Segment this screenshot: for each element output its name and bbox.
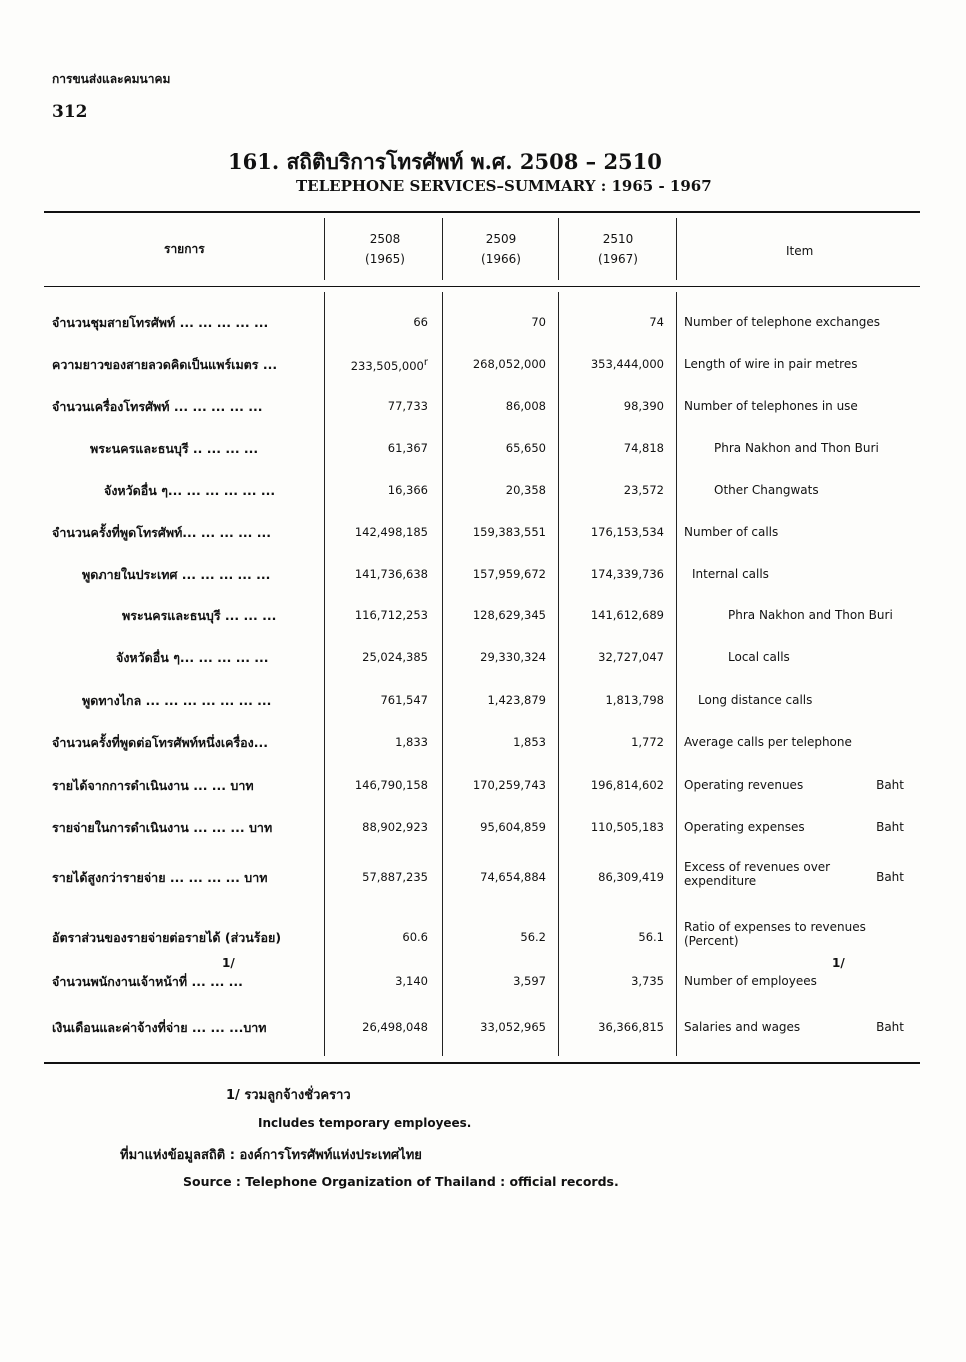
value-cell bbox=[442, 693, 546, 707]
footnote-marker: 1/ bbox=[832, 956, 845, 970]
row-label-english-text: Local calls bbox=[728, 650, 790, 664]
row-label-thai-text: รายจ่ายในการดำเนินงาน ... ... ... บาท bbox=[52, 820, 273, 835]
value-cell bbox=[558, 567, 664, 581]
value-cell bbox=[324, 483, 428, 497]
unit-label: Baht bbox=[876, 870, 904, 884]
value-text: 56.2 bbox=[520, 930, 546, 944]
value-cell bbox=[324, 315, 428, 329]
row-label-thai bbox=[52, 733, 318, 753]
value-text: 74 bbox=[649, 315, 664, 329]
value-text: 29,330,324 bbox=[480, 650, 546, 664]
row-label-english-text: Operating expenses bbox=[684, 820, 805, 834]
value-text: 77,733 bbox=[387, 399, 428, 413]
row-label-thai-text: พระนครและธนบุรี .. ... ... ... bbox=[90, 441, 259, 456]
row-label-english bbox=[684, 608, 960, 622]
value-cell bbox=[442, 870, 546, 884]
row-label-english bbox=[684, 525, 916, 539]
value-text: 141,736,638 bbox=[354, 567, 428, 581]
column-header-item-thai: รายการ bbox=[164, 242, 205, 256]
row-label-thai bbox=[52, 972, 318, 992]
value-text: 110,505,183 bbox=[590, 820, 664, 834]
row-label-thai-text: เงินเดือนและค่าจ้างที่จ่าย ... ... ...บาท bbox=[52, 1020, 267, 1035]
column-header-year bbox=[446, 229, 556, 269]
value-text: 196,814,602 bbox=[590, 778, 664, 792]
value-text: 1,813,798 bbox=[605, 693, 664, 707]
row-label-thai bbox=[52, 313, 318, 333]
row-label-english bbox=[684, 315, 916, 329]
row-label-english bbox=[684, 974, 916, 988]
row-label-english-text: Number of telephone exchanges bbox=[684, 315, 881, 329]
row-label-thai bbox=[52, 776, 318, 796]
value-cell bbox=[558, 820, 664, 834]
value-text: 88,902,923 bbox=[362, 820, 428, 834]
value-cell bbox=[558, 608, 664, 622]
value-text: 3,140 bbox=[395, 974, 428, 988]
row-label-thai-text: ความยาวของสายลวดคิดเป็นแพร์เมตร ... bbox=[52, 357, 278, 372]
column-divider bbox=[442, 218, 443, 280]
year-thai: 2509 bbox=[485, 232, 517, 246]
value-cell bbox=[324, 693, 428, 707]
value-text: 170,259,743 bbox=[472, 778, 546, 792]
value-cell bbox=[442, 608, 546, 622]
row-label-english bbox=[684, 735, 916, 749]
row-label-thai-text: พระนครและธนบุรี ... ... ... bbox=[122, 608, 277, 623]
row-label-thai bbox=[52, 818, 318, 838]
value-cell bbox=[558, 735, 664, 749]
value-text: 74,654,884 bbox=[480, 870, 546, 884]
row-label-english bbox=[684, 920, 912, 948]
value-cell bbox=[442, 399, 546, 413]
value-cell bbox=[442, 974, 546, 988]
unit-label: Baht bbox=[876, 1020, 904, 1034]
year-thai: 2510 bbox=[602, 232, 634, 246]
value-text: 174,339,736 bbox=[590, 567, 664, 581]
column-header-item-english: Item bbox=[786, 244, 814, 258]
table-title-thai-text: สถิติบริการโทรศัพท์ พ.ศ. 2508 – 2510 bbox=[286, 149, 662, 174]
value-text: 98,390 bbox=[623, 399, 664, 413]
value-cell bbox=[324, 357, 428, 373]
value-text: 157,959,672 bbox=[472, 567, 546, 581]
value-cell bbox=[324, 567, 428, 581]
value-cell bbox=[558, 357, 664, 371]
footnote-thai: 1/ รวมลูกจ้างชั่วคราว bbox=[226, 1088, 351, 1103]
value-text: 761,547 bbox=[380, 693, 428, 707]
row-label-english-text: Other Changwats bbox=[714, 483, 819, 497]
value-cell bbox=[558, 483, 664, 497]
value-text: 60.6 bbox=[402, 930, 428, 944]
row-label-thai-text: จำนวนครั้งที่พูดต่อโทรศัพท์หนึ่งเครื่อง... bbox=[52, 735, 269, 750]
row-label-thai bbox=[52, 481, 370, 501]
row-label-thai bbox=[52, 565, 348, 585]
row-label-thai-text: จำนวนชุมสายโทรศัพท์ ... ... ... ... ... bbox=[52, 315, 269, 330]
row-label-thai-text: รายได้จากการดำเนินงาน ... ... บาท bbox=[52, 778, 254, 793]
running-header: การขนส่งและคมนาคม bbox=[52, 72, 171, 86]
value-cell bbox=[558, 525, 664, 539]
value-text: 1,772 bbox=[631, 735, 664, 749]
value-text: 33,052,965 bbox=[480, 1020, 546, 1034]
row-label-english bbox=[684, 399, 916, 413]
row-label-english-text: Length of wire in pair metres bbox=[684, 357, 858, 371]
column-header-year bbox=[330, 229, 440, 269]
value-text: 56.1 bbox=[638, 930, 664, 944]
value-text: 61,367 bbox=[387, 441, 428, 455]
year-ad: (1967) bbox=[598, 252, 638, 266]
value-text: 23,572 bbox=[623, 483, 664, 497]
value-text: 1,423,879 bbox=[487, 693, 546, 707]
year-ad: (1965) bbox=[365, 252, 405, 266]
row-label-english-text: Phra Nakhon and Thon Buri bbox=[714, 441, 879, 455]
row-label-english-text: Excess of revenues over expenditure bbox=[684, 860, 831, 888]
row-label-thai-text: จำนวนครั้งที่พูดโทรศัพท์... ... ... ... ... bbox=[52, 525, 271, 540]
row-label-thai bbox=[52, 523, 318, 543]
footnote-marker: 1/ bbox=[222, 956, 235, 970]
row-label-thai bbox=[52, 439, 356, 459]
value-text: 146,790,158 bbox=[354, 778, 428, 792]
value-text: 142,498,185 bbox=[354, 525, 428, 539]
value-text: 1,833 bbox=[395, 735, 428, 749]
value-cell bbox=[558, 693, 664, 707]
row-label-thai-text: พูดภายในประเทศ ... ... ... ... ... bbox=[82, 567, 271, 582]
page-number: 312 bbox=[52, 102, 88, 122]
row-label-english-text: Number of employees bbox=[684, 974, 817, 988]
value-text: 32,727,047 bbox=[598, 650, 664, 664]
value-cell bbox=[558, 315, 664, 329]
row-label-thai-text: จำนวนพนักงานเจ้าหน้าที่ ... ... ... bbox=[52, 974, 243, 989]
value-cell bbox=[324, 820, 428, 834]
footnote-english: Includes temporary employees. bbox=[258, 1116, 472, 1130]
table-bottom-rule bbox=[44, 1062, 920, 1064]
value-cell bbox=[442, 441, 546, 455]
value-cell bbox=[558, 399, 664, 413]
unit-label: Baht bbox=[876, 820, 904, 834]
value-text: 3,597 bbox=[513, 974, 546, 988]
row-label-thai bbox=[52, 868, 318, 888]
value-cell bbox=[324, 399, 428, 413]
column-divider bbox=[676, 292, 677, 1056]
source-thai: ที่มาแห่งข้อมูลสถิติ : องค์การโทรศัพท์แห่งประเทศไทย bbox=[120, 1148, 422, 1163]
value-cell bbox=[558, 650, 664, 664]
value-text: 26,498,048 bbox=[362, 1020, 428, 1034]
column-divider bbox=[558, 218, 559, 280]
value-text: 159,383,551 bbox=[472, 525, 546, 539]
value-cell bbox=[558, 778, 664, 792]
value-cell bbox=[442, 315, 546, 329]
row-label-thai bbox=[52, 355, 318, 375]
unit-label: Baht bbox=[876, 778, 904, 792]
row-label-thai-text: จังหวัดอื่น ๆ... ... ... ... ... ... bbox=[104, 483, 276, 498]
value-text: 268,052,000 bbox=[472, 357, 546, 371]
row-label-english-text: Long distance calls bbox=[698, 693, 813, 707]
row-label-english bbox=[684, 860, 860, 888]
value-text: 176,153,534 bbox=[590, 525, 664, 539]
value-cell bbox=[442, 930, 546, 944]
value-cell bbox=[442, 1020, 546, 1034]
row-label-english bbox=[684, 483, 946, 497]
row-label-thai bbox=[52, 691, 348, 711]
row-label-english-text: Number of telephones in use bbox=[684, 399, 858, 413]
value-cell bbox=[324, 735, 428, 749]
value-text: 86,309,419 bbox=[598, 870, 664, 884]
value-cell bbox=[558, 930, 664, 944]
value-cell bbox=[558, 441, 664, 455]
value-cell bbox=[324, 974, 428, 988]
row-label-english-text: Number of calls bbox=[684, 525, 779, 539]
value-cell bbox=[558, 870, 664, 884]
value-text: 128,629,345 bbox=[472, 608, 546, 622]
year-thai: 2508 bbox=[369, 232, 401, 246]
row-label-english bbox=[684, 441, 946, 455]
value-cell bbox=[442, 735, 546, 749]
value-cell bbox=[324, 930, 428, 944]
value-text: 20,358 bbox=[505, 483, 546, 497]
table-header-rule bbox=[44, 286, 920, 287]
row-label-english bbox=[684, 357, 916, 371]
row-label-english bbox=[684, 693, 930, 707]
row-label-thai-text: รายได้สูงกว่ารายจ่าย ... ... ... ... บาท bbox=[52, 870, 268, 885]
row-label-english-text: Average calls per telephone bbox=[684, 735, 852, 749]
value-text: 57,887,235 bbox=[362, 870, 428, 884]
row-label-thai-text: จังหวัดอื่น ๆ... ... ... ... ... bbox=[116, 650, 269, 665]
value-cell bbox=[442, 525, 546, 539]
row-label-thai-text: จำนวนเครื่องโทรศัพท์ ... ... ... ... ... bbox=[52, 399, 263, 414]
row-label-english-text: Phra Nakhon and Thon Buri bbox=[728, 608, 893, 622]
value-text: 66 bbox=[413, 315, 428, 329]
value-text: 36,366,815 bbox=[598, 1020, 664, 1034]
value-text: 3,735 bbox=[631, 974, 664, 988]
table-top-rule bbox=[44, 211, 920, 213]
value-cell bbox=[324, 778, 428, 792]
column-divider bbox=[676, 218, 677, 280]
value-text: 141,612,689 bbox=[590, 608, 664, 622]
row-label-thai-text: อัตราส่วนของรายจ่ายต่อรายได้ (ส่วนร้อย) bbox=[52, 930, 282, 945]
source-english: Source : Telephone Organization of Thailand : official records. bbox=[183, 1174, 619, 1189]
table-title-english: TELEPHONE SERVICES–SUMMARY : 1965 - 1967 bbox=[296, 177, 712, 195]
value-text: 95,604,859 bbox=[480, 820, 546, 834]
value-text: 74,818 bbox=[623, 441, 664, 455]
value-text: 353,444,000 bbox=[590, 357, 664, 371]
value-cell bbox=[442, 483, 546, 497]
column-header-year bbox=[562, 229, 674, 269]
year-ad: (1966) bbox=[481, 252, 521, 266]
value-cell bbox=[324, 441, 428, 455]
row-label-english bbox=[684, 567, 924, 581]
value-cell bbox=[558, 1020, 664, 1034]
value-text: 86,008 bbox=[505, 399, 546, 413]
column-divider bbox=[324, 218, 325, 280]
value-text: 16,366 bbox=[387, 483, 428, 497]
value-text: 65,650 bbox=[505, 441, 546, 455]
table-title-thai bbox=[228, 146, 662, 179]
row-label-thai-text: พูดทางไกล ... ... ... ... ... ... ... bbox=[82, 693, 272, 708]
value-cell bbox=[558, 974, 664, 988]
value-cell bbox=[324, 650, 428, 664]
row-label-english bbox=[684, 650, 960, 664]
value-text: 1,853 bbox=[513, 735, 546, 749]
value-cell bbox=[324, 608, 428, 622]
value-text: 25,024,385 bbox=[362, 650, 428, 664]
row-label-english-text: Ratio of expenses to revenues (Percent) bbox=[684, 920, 866, 948]
value-cell bbox=[442, 357, 546, 371]
row-label-thai bbox=[52, 1018, 318, 1038]
value-cell bbox=[324, 525, 428, 539]
row-label-thai bbox=[52, 928, 318, 948]
value-text: 233,505,000 bbox=[350, 358, 424, 373]
row-label-thai bbox=[52, 397, 318, 417]
value-text: 116,712,253 bbox=[354, 608, 428, 622]
row-label-english-text: Operating revenues bbox=[684, 778, 804, 792]
value-cell bbox=[442, 820, 546, 834]
value-cell bbox=[442, 650, 546, 664]
value-cell bbox=[442, 567, 546, 581]
value-cell bbox=[324, 1020, 428, 1034]
value-text: 70 bbox=[531, 315, 546, 329]
value-cell bbox=[442, 778, 546, 792]
row-label-english-text: Salaries and wages bbox=[684, 1020, 801, 1034]
row-label-english-text: Internal calls bbox=[692, 567, 769, 581]
revised-mark: r bbox=[423, 357, 428, 368]
value-cell bbox=[324, 870, 428, 884]
table-number: 161. bbox=[228, 149, 280, 174]
